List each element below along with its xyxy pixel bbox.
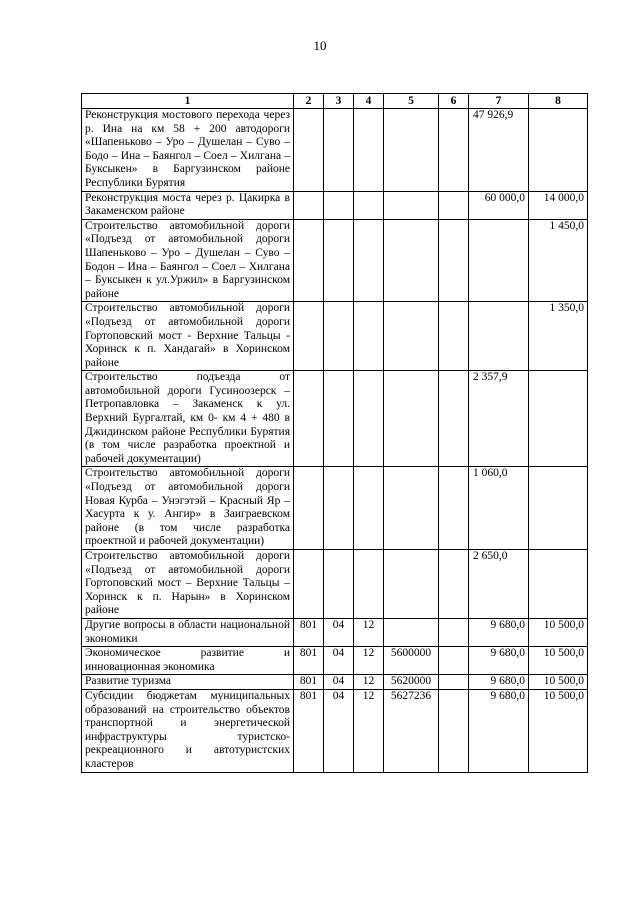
cell-2 — [294, 302, 324, 371]
cell-7: 1 060,0 — [469, 467, 529, 550]
cell-6 — [439, 219, 469, 302]
column-header: 7 — [469, 94, 529, 109]
cell-6 — [439, 618, 469, 646]
cell-2 — [294, 467, 324, 550]
cell-6 — [439, 109, 469, 192]
cell-6 — [439, 550, 469, 619]
column-header: 2 — [294, 94, 324, 109]
cell-6 — [439, 647, 469, 675]
cell-8 — [529, 109, 588, 192]
cell-4 — [354, 109, 384, 192]
cell-8: 1 450,0 — [529, 219, 588, 302]
cell-2 — [294, 191, 324, 219]
cell-7: 9 680,0 — [469, 689, 529, 772]
cell-7: 2 650,0 — [469, 550, 529, 619]
row-name-cell: Строительство автомобильной дороги «Подъезд от автомобильной дороги Шапеньково – Уро – Душелан – Суво – Бодон – Ина – Баянгол – Соел – Хилгана – Буксыкен к ул.Уржил» в Баргузинском районе — [82, 219, 294, 302]
cell-3 — [324, 467, 354, 550]
cell-7: 2 357,9 — [469, 371, 529, 467]
cell-6 — [439, 302, 469, 371]
cell-3: 04 — [324, 647, 354, 675]
row-name-cell: Развитие туризма — [82, 675, 294, 690]
row-name-cell: Другие вопросы в области национальной экономики — [82, 618, 294, 646]
row-name-cell: Строительство подъезда от автомобильной дороги Гусиноозерск – Петропавловка – Закаменск к ул. Верхний Бургалтай, км 0- км 4 + 480 в Джидинском районе Республики Бурятия (в том числе разработка проектной и рабочей документации) — [82, 371, 294, 467]
row-name-cell: Строительство автомобильной дороги «Подъезд от автомобильной дороги Новая Курба – Унэгэтэй – Красный Яр – Хасурта к у. Ангир» в Заиграевском районе (в том числе разработка проектной и рабочей документации) — [82, 467, 294, 550]
table-row — [82, 302, 588, 371]
cell-2: 801 — [294, 675, 324, 690]
table-row — [82, 371, 588, 467]
cell-5 — [384, 467, 439, 550]
cell-3 — [324, 371, 354, 467]
cell-3 — [324, 550, 354, 619]
cell-7: 9 680,0 — [469, 647, 529, 675]
cell-3: 04 — [324, 689, 354, 772]
cell-4 — [354, 467, 384, 550]
budget-table — [81, 93, 588, 773]
cell-8: 10 500,0 — [529, 689, 588, 772]
cell-6 — [439, 467, 469, 550]
column-header: 8 — [529, 94, 588, 109]
row-name-cell: Реконструкция моста через р. Цакирка в Закаменском районе — [82, 191, 294, 219]
cell-4 — [354, 550, 384, 619]
row-name-cell: Строительство автомобильной дороги «Подъезд от автомобильной дороги Гортоповский мост – Верхние Тальцы – Хоринск к п. Нарын» в Хоринском районе — [82, 550, 294, 619]
cell-2: 801 — [294, 618, 324, 646]
column-header: 1 — [82, 94, 294, 109]
cell-4 — [354, 302, 384, 371]
cell-3 — [324, 109, 354, 192]
row-name-cell: Экономическое развитие и инновационная экономика — [82, 647, 294, 675]
cell-5: 5600000 — [384, 647, 439, 675]
cell-2 — [294, 219, 324, 302]
cell-5 — [384, 109, 439, 192]
cell-8: 10 500,0 — [529, 675, 588, 690]
column-header: 5 — [384, 94, 439, 109]
cell-7: 9 680,0 — [469, 675, 529, 690]
cell-2 — [294, 550, 324, 619]
table-row — [82, 618, 588, 646]
column-header: 6 — [439, 94, 469, 109]
cell-6 — [439, 371, 469, 467]
cell-2 — [294, 109, 324, 192]
cell-7: 60 000,0 — [469, 191, 529, 219]
cell-4: 12 — [354, 675, 384, 690]
cell-4: 12 — [354, 618, 384, 646]
cell-5 — [384, 219, 439, 302]
cell-4 — [354, 371, 384, 467]
cell-3 — [324, 191, 354, 219]
cell-6 — [439, 675, 469, 690]
cell-8 — [529, 371, 588, 467]
row-name-cell: Реконструкция мостового перехода через р. Ина на км 58 + 200 автодороги «Шапеньково – Уро – Душелан – Суво – Бодо – Ина – Баянгол – Соел – Хилгана – Буксыкен» в Баргузинском районе Республики Бурятия — [82, 109, 294, 192]
cell-3: 04 — [324, 618, 354, 646]
cell-5: 5627236 — [384, 689, 439, 772]
cell-4 — [354, 191, 384, 219]
cell-2: 801 — [294, 647, 324, 675]
cell-3 — [324, 219, 354, 302]
page-number: 10 — [313, 38, 327, 53]
cell-8: 14 000,0 — [529, 191, 588, 219]
table-row — [82, 550, 588, 619]
cell-8: 1 350,0 — [529, 302, 588, 371]
cell-5 — [384, 191, 439, 219]
cell-7: 9 680,0 — [469, 618, 529, 646]
cell-4 — [354, 219, 384, 302]
cell-8: 10 500,0 — [529, 618, 588, 646]
column-header: 3 — [324, 94, 354, 109]
table-row — [82, 109, 588, 192]
table-row — [82, 219, 588, 302]
cell-5 — [384, 618, 439, 646]
table-row — [82, 675, 588, 690]
cell-6 — [439, 191, 469, 219]
cell-3 — [324, 302, 354, 371]
table-row — [82, 191, 588, 219]
row-name-cell: Строительство автомобильной дороги «Подъезд от автомобильной дороги Гортоповский мост - Верхние Тальцы - Хоринск к п. Хандагай» в Хоринском районе — [82, 302, 294, 371]
cell-3: 04 — [324, 675, 354, 690]
table-header-row — [82, 94, 588, 109]
cell-5: 5620000 — [384, 675, 439, 690]
cell-2: 801 — [294, 689, 324, 772]
row-name-cell: Субсидии бюджетам муниципальных образований на строительство объектов транспортной и энергетической инфраструктуры туристско-рекреационного и автотуристских кластеров — [82, 689, 294, 772]
cell-8 — [529, 467, 588, 550]
cell-7: 47 926,9 — [469, 109, 529, 192]
cell-6 — [439, 689, 469, 772]
table-row — [82, 689, 588, 772]
cell-7 — [469, 302, 529, 371]
column-header: 4 — [354, 94, 384, 109]
cell-2 — [294, 371, 324, 467]
cell-5 — [384, 550, 439, 619]
cell-8 — [529, 550, 588, 619]
cell-5 — [384, 371, 439, 467]
table-row — [82, 467, 588, 550]
cell-4: 12 — [354, 647, 384, 675]
cell-4: 12 — [354, 689, 384, 772]
cell-8: 10 500,0 — [529, 647, 588, 675]
cell-5 — [384, 302, 439, 371]
cell-7 — [469, 219, 529, 302]
table-row — [82, 647, 588, 675]
